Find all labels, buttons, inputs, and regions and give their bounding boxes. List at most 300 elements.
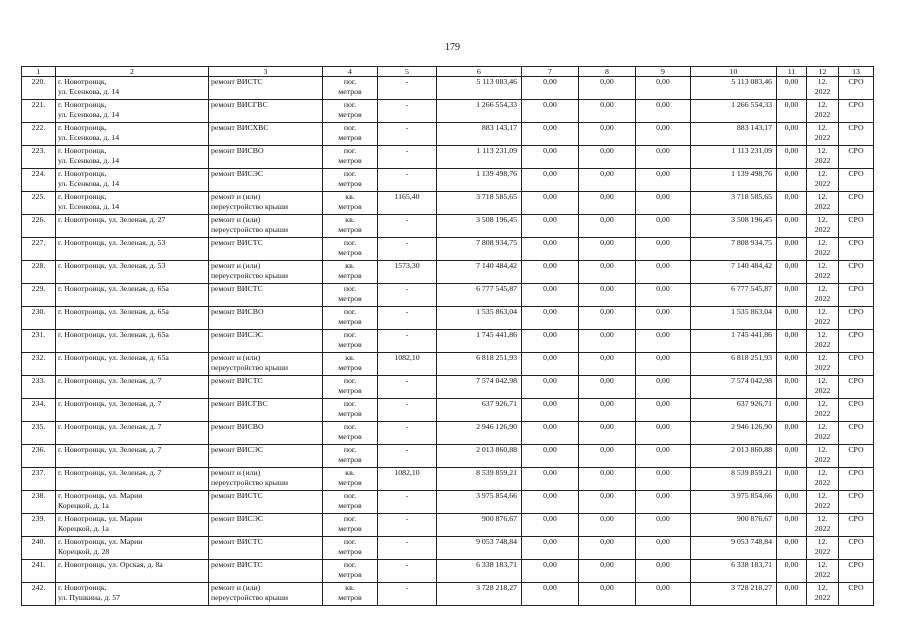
column-header: 12 bbox=[807, 67, 839, 77]
address-cell-line: г. Новотроицк, ул. Орская, д. 8а bbox=[58, 560, 163, 569]
work-type-cell-line: ремонт ВИСЭС bbox=[211, 514, 264, 523]
fund-cell: 0,00 bbox=[522, 560, 579, 583]
address-cell bbox=[56, 123, 209, 146]
fund-cell: 0,00 bbox=[522, 238, 579, 261]
other-funds-cell: 0,00 bbox=[777, 284, 807, 307]
total-cost-cell: 2 013 860,88 bbox=[437, 445, 522, 468]
term-cell-line: 2022 bbox=[814, 408, 831, 418]
owners-funds-cell: 3 508 196,45 bbox=[691, 215, 777, 238]
address-cell-line: г. Новотроицк, ул. Зеленая, д. 53 bbox=[58, 261, 166, 270]
work-type-cell bbox=[209, 238, 323, 261]
column-header: 10 bbox=[691, 67, 777, 77]
table-row bbox=[22, 399, 874, 422]
unit-cell-line: пог. bbox=[343, 330, 357, 339]
term-cell-line: 2022 bbox=[814, 546, 831, 556]
work-type-cell bbox=[209, 353, 323, 376]
other-funds-cell: 0,00 bbox=[777, 583, 807, 606]
work-type-cell-line: ремонт ВИСТС bbox=[211, 537, 263, 546]
method-cell: СРО bbox=[839, 307, 874, 330]
quantity-cell: - bbox=[378, 123, 437, 146]
fund-cell: 0,00 bbox=[636, 468, 691, 491]
term-cell-line: 12. bbox=[817, 284, 828, 293]
method-cell: СРО bbox=[839, 330, 874, 353]
fund-cell: 0,00 bbox=[522, 100, 579, 123]
quantity-cell: 1165,40 bbox=[378, 192, 437, 215]
owners-funds-cell: 8 539 859,21 bbox=[691, 468, 777, 491]
row-number-cell: 237. bbox=[22, 468, 56, 491]
work-type-cell-line: ремонт и (или) bbox=[211, 215, 261, 224]
row-number-cell: 224. bbox=[22, 169, 56, 192]
term-cell bbox=[807, 307, 839, 330]
column-header: 11 bbox=[777, 67, 807, 77]
unit-cell bbox=[323, 353, 378, 376]
total-cost-cell: 7 574 042,98 bbox=[437, 376, 522, 399]
total-cost-cell: 7 808 934,75 bbox=[437, 238, 522, 261]
address-cell-line: г. Новотроицк, ул. Зеленая, д. 7 bbox=[58, 445, 162, 454]
total-cost-cell: 6 338 183,71 bbox=[437, 560, 522, 583]
address-cell-line: г. Новотроицк, ул. Зеленая, д. 65а bbox=[58, 307, 169, 316]
owners-funds-cell: 2 013 860,88 bbox=[691, 445, 777, 468]
table-row bbox=[22, 123, 874, 146]
unit-cell-line: пог. bbox=[343, 238, 357, 247]
address-cell-line: г. Новотроицк, bbox=[58, 192, 107, 201]
quantity-cell: - bbox=[378, 491, 437, 514]
unit-cell bbox=[323, 491, 378, 514]
unit-cell-line: метров bbox=[338, 86, 362, 96]
fund-cell: 0,00 bbox=[579, 146, 636, 169]
work-type-cell bbox=[209, 123, 323, 146]
address-cell-line: ул. Есенкова, д. 14 bbox=[58, 109, 120, 119]
work-type-cell-line: переустройство крыши bbox=[211, 477, 289, 487]
unit-cell-line: пог. bbox=[343, 307, 357, 316]
column-header: 8 bbox=[579, 67, 636, 77]
method-cell: СРО bbox=[839, 215, 874, 238]
unit-cell bbox=[323, 514, 378, 537]
fund-cell: 0,00 bbox=[522, 330, 579, 353]
unit-cell bbox=[323, 284, 378, 307]
total-cost-cell: 1 745 441,86 bbox=[437, 330, 522, 353]
unit-cell-line: метров bbox=[338, 109, 362, 119]
other-funds-cell: 0,00 bbox=[777, 353, 807, 376]
fund-cell: 0,00 bbox=[636, 307, 691, 330]
term-cell bbox=[807, 514, 839, 537]
column-number-row bbox=[22, 67, 874, 77]
term-cell bbox=[807, 169, 839, 192]
term-cell-line: 12. bbox=[817, 307, 828, 316]
fund-cell: 0,00 bbox=[579, 284, 636, 307]
work-type-cell-line: ремонт ВИСТС bbox=[211, 284, 263, 293]
unit-cell-line: метров bbox=[338, 454, 362, 464]
work-type-cell bbox=[209, 468, 323, 491]
address-cell bbox=[56, 491, 209, 514]
term-cell-line: 12. bbox=[817, 77, 828, 86]
column-header: 1 bbox=[22, 67, 56, 77]
row-number-cell: 223. bbox=[22, 146, 56, 169]
address-cell-line: г. Новотроицк, bbox=[58, 169, 107, 178]
row-number-cell: 238. bbox=[22, 491, 56, 514]
total-cost-cell: 637 926,71 bbox=[437, 399, 522, 422]
address-cell bbox=[56, 77, 209, 100]
other-funds-cell: 0,00 bbox=[777, 537, 807, 560]
work-type-cell-line: переустройство крыши bbox=[211, 362, 289, 372]
unit-cell bbox=[323, 261, 378, 284]
work-type-cell-line: ремонт ВИСТС bbox=[211, 77, 263, 86]
unit-cell-line: пог. bbox=[343, 514, 357, 523]
owners-funds-cell: 1 266 554,33 bbox=[691, 100, 777, 123]
unit-cell-line: метров bbox=[338, 155, 362, 165]
unit-cell-line: пог. bbox=[343, 445, 357, 454]
work-type-cell bbox=[209, 307, 323, 330]
work-type-cell-line: ремонт ВИСВО bbox=[211, 422, 264, 431]
unit-cell-line: метров bbox=[338, 408, 362, 418]
term-cell bbox=[807, 123, 839, 146]
column-header: 5 bbox=[378, 67, 437, 77]
table-row bbox=[22, 491, 874, 514]
fund-cell: 0,00 bbox=[522, 376, 579, 399]
quantity-cell: - bbox=[378, 215, 437, 238]
work-type-cell bbox=[209, 261, 323, 284]
term-cell-line: 12. bbox=[817, 238, 828, 247]
unit-cell-line: кв. bbox=[345, 353, 355, 362]
work-type-cell bbox=[209, 491, 323, 514]
address-cell bbox=[56, 146, 209, 169]
method-cell: СРО bbox=[839, 537, 874, 560]
term-cell-line: 2022 bbox=[814, 477, 831, 487]
fund-cell: 0,00 bbox=[636, 353, 691, 376]
unit-cell bbox=[323, 169, 378, 192]
unit-cell-line: метров bbox=[338, 316, 362, 326]
quantity-cell: 1082,10 bbox=[378, 468, 437, 491]
term-cell bbox=[807, 146, 839, 169]
fund-cell: 0,00 bbox=[522, 537, 579, 560]
table-row bbox=[22, 215, 874, 238]
term-cell-line: 2022 bbox=[814, 523, 831, 533]
work-type-cell-line: ремонт и (или) bbox=[211, 261, 261, 270]
term-cell bbox=[807, 192, 839, 215]
address-cell bbox=[56, 514, 209, 537]
quantity-cell: - bbox=[378, 399, 437, 422]
unit-cell-line: метров bbox=[338, 500, 362, 510]
other-funds-cell: 0,00 bbox=[777, 146, 807, 169]
fund-cell: 0,00 bbox=[579, 583, 636, 606]
total-cost-cell: 3 508 196,45 bbox=[437, 215, 522, 238]
address-cell-line: ул. Есенкова, д. 14 bbox=[58, 86, 120, 96]
work-type-cell bbox=[209, 330, 323, 353]
column-header: 7 bbox=[522, 67, 579, 77]
owners-funds-cell: 1 113 231,09 bbox=[691, 146, 777, 169]
row-number-cell: 229. bbox=[22, 284, 56, 307]
table-row bbox=[22, 146, 874, 169]
fund-cell: 0,00 bbox=[579, 445, 636, 468]
unit-cell bbox=[323, 100, 378, 123]
quantity-cell: - bbox=[378, 514, 437, 537]
fund-cell: 0,00 bbox=[522, 445, 579, 468]
work-type-cell-line: ремонт ВИСТС bbox=[211, 560, 263, 569]
work-type-cell bbox=[209, 376, 323, 399]
unit-cell-line: кв. bbox=[345, 261, 355, 270]
unit-cell bbox=[323, 468, 378, 491]
unit-cell-line: метров bbox=[338, 592, 362, 602]
term-cell-line: 2022 bbox=[814, 155, 831, 165]
fund-cell: 0,00 bbox=[579, 353, 636, 376]
other-funds-cell: 0,00 bbox=[777, 215, 807, 238]
fund-cell: 0,00 bbox=[522, 169, 579, 192]
term-cell-line: 12. bbox=[817, 560, 828, 569]
fund-cell: 0,00 bbox=[579, 399, 636, 422]
term-cell bbox=[807, 77, 839, 100]
address-cell-line: г. Новотроицк, ул. Марии bbox=[58, 491, 143, 500]
unit-cell-line: пог. bbox=[343, 146, 357, 155]
term-cell-line: 12. bbox=[817, 583, 828, 592]
work-type-cell bbox=[209, 399, 323, 422]
term-cell-line: 2022 bbox=[814, 431, 831, 441]
address-cell-line: г. Новотроицк, ул. Марии bbox=[58, 537, 143, 546]
fund-cell: 0,00 bbox=[636, 123, 691, 146]
unit-cell-line: пог. bbox=[343, 399, 357, 408]
other-funds-cell: 0,00 bbox=[777, 376, 807, 399]
address-cell-line: г. Новотроицк, ул. Марии bbox=[58, 514, 143, 523]
fund-cell: 0,00 bbox=[579, 192, 636, 215]
term-cell bbox=[807, 376, 839, 399]
address-cell bbox=[56, 399, 209, 422]
address-cell-line: ул. Есенкова, д. 14 bbox=[58, 178, 120, 188]
quantity-cell: - bbox=[378, 307, 437, 330]
fund-cell: 0,00 bbox=[522, 192, 579, 215]
method-cell: СРО bbox=[839, 169, 874, 192]
table-row bbox=[22, 445, 874, 468]
unit-cell bbox=[323, 376, 378, 399]
term-cell-line: 2022 bbox=[814, 385, 831, 395]
fund-cell: 0,00 bbox=[579, 261, 636, 284]
fund-cell: 0,00 bbox=[636, 376, 691, 399]
work-type-cell-line: ремонт ВИСЭС bbox=[211, 445, 264, 454]
row-number-cell: 232. bbox=[22, 353, 56, 376]
row-number-cell: 231. bbox=[22, 330, 56, 353]
other-funds-cell: 0,00 bbox=[777, 123, 807, 146]
address-cell-line: Корецкой, д. 1а bbox=[58, 500, 109, 510]
term-cell-line: 12. bbox=[817, 192, 828, 201]
address-cell bbox=[56, 261, 209, 284]
term-cell-line: 12. bbox=[817, 100, 828, 109]
row-number-cell: 234. bbox=[22, 399, 56, 422]
quantity-cell: - bbox=[378, 537, 437, 560]
unit-cell-line: пог. bbox=[343, 422, 357, 431]
method-cell: СРО bbox=[839, 491, 874, 514]
address-cell-line: г. Новотроицк, ул. Зеленая, д. 53 bbox=[58, 238, 166, 247]
term-cell-line: 2022 bbox=[814, 109, 831, 119]
owners-funds-cell: 3 728 218,27 bbox=[691, 583, 777, 606]
owners-funds-cell: 1 745 441,86 bbox=[691, 330, 777, 353]
method-cell: СРО bbox=[839, 284, 874, 307]
unit-cell bbox=[323, 238, 378, 261]
other-funds-cell: 0,00 bbox=[777, 445, 807, 468]
address-cell-line: г. Новотроицк, bbox=[58, 77, 107, 86]
term-cell-line: 2022 bbox=[814, 500, 831, 510]
term-cell-line: 2022 bbox=[814, 592, 831, 602]
address-cell-line: г. Новотроицк, ул. Зеленая, д. 65а bbox=[58, 284, 169, 293]
work-type-cell-line: ремонт ВИСВО bbox=[211, 307, 264, 316]
owners-funds-cell: 637 926,71 bbox=[691, 399, 777, 422]
fund-cell: 0,00 bbox=[636, 284, 691, 307]
method-cell: СРО bbox=[839, 445, 874, 468]
address-cell bbox=[56, 353, 209, 376]
fund-cell: 0,00 bbox=[522, 77, 579, 100]
address-cell-line: г. Новотроицк, ул. Зеленая, д. 7 bbox=[58, 468, 162, 477]
row-number-cell: 239. bbox=[22, 514, 56, 537]
fund-cell: 0,00 bbox=[636, 261, 691, 284]
address-cell bbox=[56, 560, 209, 583]
table-row bbox=[22, 376, 874, 399]
owners-funds-cell: 1 535 863,04 bbox=[691, 307, 777, 330]
other-funds-cell: 0,00 bbox=[777, 77, 807, 100]
method-cell: СРО bbox=[839, 399, 874, 422]
term-cell-line: 12. bbox=[817, 215, 828, 224]
method-cell: СРО bbox=[839, 376, 874, 399]
unit-cell bbox=[323, 77, 378, 100]
fund-cell: 0,00 bbox=[636, 238, 691, 261]
unit-cell bbox=[323, 560, 378, 583]
row-number-cell: 227. bbox=[22, 238, 56, 261]
term-cell bbox=[807, 537, 839, 560]
total-cost-cell: 1 139 498,76 bbox=[437, 169, 522, 192]
other-funds-cell: 0,00 bbox=[777, 399, 807, 422]
term-cell-line: 12. bbox=[817, 399, 828, 408]
address-cell bbox=[56, 330, 209, 353]
term-cell-line: 2022 bbox=[814, 569, 831, 579]
other-funds-cell: 0,00 bbox=[777, 169, 807, 192]
fund-cell: 0,00 bbox=[636, 537, 691, 560]
unit-cell-line: метров bbox=[338, 270, 362, 280]
other-funds-cell: 0,00 bbox=[777, 330, 807, 353]
term-cell bbox=[807, 100, 839, 123]
address-cell bbox=[56, 468, 209, 491]
fund-cell: 0,00 bbox=[522, 422, 579, 445]
term-cell-line: 12. bbox=[817, 445, 828, 454]
owners-funds-cell: 6 338 183,71 bbox=[691, 560, 777, 583]
row-number-cell: 240. bbox=[22, 537, 56, 560]
address-cell-line: ул. Есенкова, д. 14 bbox=[58, 155, 120, 165]
work-type-cell-line: переустройство крыши bbox=[211, 201, 289, 211]
work-type-cell bbox=[209, 560, 323, 583]
address-cell-line: г. Новотроицк, ул. Зеленая, д. 27 bbox=[58, 215, 166, 224]
owners-funds-cell: 7 140 484,42 bbox=[691, 261, 777, 284]
term-cell-line: 2022 bbox=[814, 270, 831, 280]
work-type-cell-line: ремонт ВИСТС bbox=[211, 238, 263, 247]
column-header: 2 bbox=[56, 67, 209, 77]
work-type-cell bbox=[209, 146, 323, 169]
term-cell bbox=[807, 353, 839, 376]
quantity-cell: - bbox=[378, 376, 437, 399]
table-row bbox=[22, 192, 874, 215]
term-cell-line: 2022 bbox=[814, 201, 831, 211]
fund-cell: 0,00 bbox=[579, 468, 636, 491]
other-funds-cell: 0,00 bbox=[777, 192, 807, 215]
work-type-cell-line: ремонт ВИСТС bbox=[211, 376, 263, 385]
method-cell: СРО bbox=[839, 468, 874, 491]
address-cell-line: г. Новотроицк, ул. Зеленая, д. 7 bbox=[58, 399, 162, 408]
fund-cell: 0,00 bbox=[636, 77, 691, 100]
address-cell bbox=[56, 215, 209, 238]
table-row bbox=[22, 468, 874, 491]
term-cell bbox=[807, 468, 839, 491]
term-cell-line: 2022 bbox=[814, 454, 831, 464]
address-cell-line: г. Новотроицк, bbox=[58, 100, 107, 109]
owners-funds-cell: 900 876,67 bbox=[691, 514, 777, 537]
term-cell-line: 2022 bbox=[814, 132, 831, 142]
total-cost-cell: 6 818 251,93 bbox=[437, 353, 522, 376]
term-cell-line: 12. bbox=[817, 169, 828, 178]
row-number-cell: 233. bbox=[22, 376, 56, 399]
fund-cell: 0,00 bbox=[579, 560, 636, 583]
fund-cell: 0,00 bbox=[522, 583, 579, 606]
unit-cell-line: метров bbox=[338, 523, 362, 533]
row-number-cell: 228. bbox=[22, 261, 56, 284]
quantity-cell: - bbox=[378, 560, 437, 583]
total-cost-cell: 1 266 554,33 bbox=[437, 100, 522, 123]
fund-cell: 0,00 bbox=[522, 261, 579, 284]
work-type-cell bbox=[209, 537, 323, 560]
work-type-cell bbox=[209, 77, 323, 100]
row-number-cell: 241. bbox=[22, 560, 56, 583]
fund-cell: 0,00 bbox=[522, 353, 579, 376]
fund-cell: 0,00 bbox=[522, 399, 579, 422]
unit-cell-line: метров bbox=[338, 362, 362, 372]
unit-cell-line: кв. bbox=[345, 583, 355, 592]
method-cell: СРО bbox=[839, 77, 874, 100]
address-cell bbox=[56, 422, 209, 445]
work-type-cell-line: ремонт и (или) bbox=[211, 583, 261, 592]
unit-cell-line: метров bbox=[338, 178, 362, 188]
column-header: 9 bbox=[636, 67, 691, 77]
method-cell: СРО bbox=[839, 261, 874, 284]
address-cell-line: ул. Есенкова, д. 14 bbox=[58, 132, 120, 142]
page-number: 179 bbox=[445, 42, 460, 53]
address-cell bbox=[56, 284, 209, 307]
table-row bbox=[22, 169, 874, 192]
unit-cell-line: кв. bbox=[345, 192, 355, 201]
unit-cell-line: пог. bbox=[343, 123, 357, 132]
address-cell bbox=[56, 583, 209, 606]
unit-cell bbox=[323, 537, 378, 560]
unit-cell-line: пог. bbox=[343, 77, 357, 86]
unit-cell-line: кв. bbox=[345, 215, 355, 224]
term-cell bbox=[807, 399, 839, 422]
unit-cell bbox=[323, 146, 378, 169]
row-number-cell: 236. bbox=[22, 445, 56, 468]
fund-cell: 0,00 bbox=[636, 491, 691, 514]
total-cost-cell: 3 975 854,66 bbox=[437, 491, 522, 514]
term-cell bbox=[807, 215, 839, 238]
term-cell bbox=[807, 238, 839, 261]
term-cell-line: 12. bbox=[817, 468, 828, 477]
other-funds-cell: 0,00 bbox=[777, 468, 807, 491]
table-row bbox=[22, 284, 874, 307]
quantity-cell: - bbox=[378, 77, 437, 100]
term-cell bbox=[807, 445, 839, 468]
table-row bbox=[22, 537, 874, 560]
quantity-cell: - bbox=[378, 146, 437, 169]
work-type-cell-line: ремонт ВИСВО bbox=[211, 146, 264, 155]
quantity-cell: - bbox=[378, 238, 437, 261]
work-type-cell-line: ремонт ВИСЭС bbox=[211, 330, 264, 339]
fund-cell: 0,00 bbox=[522, 307, 579, 330]
other-funds-cell: 0,00 bbox=[777, 491, 807, 514]
unit-cell bbox=[323, 330, 378, 353]
unit-cell bbox=[323, 422, 378, 445]
term-cell-line: 2022 bbox=[814, 178, 831, 188]
address-cell-line: Корецкой, д. 1а bbox=[58, 523, 109, 533]
total-cost-cell: 1 535 863,04 bbox=[437, 307, 522, 330]
